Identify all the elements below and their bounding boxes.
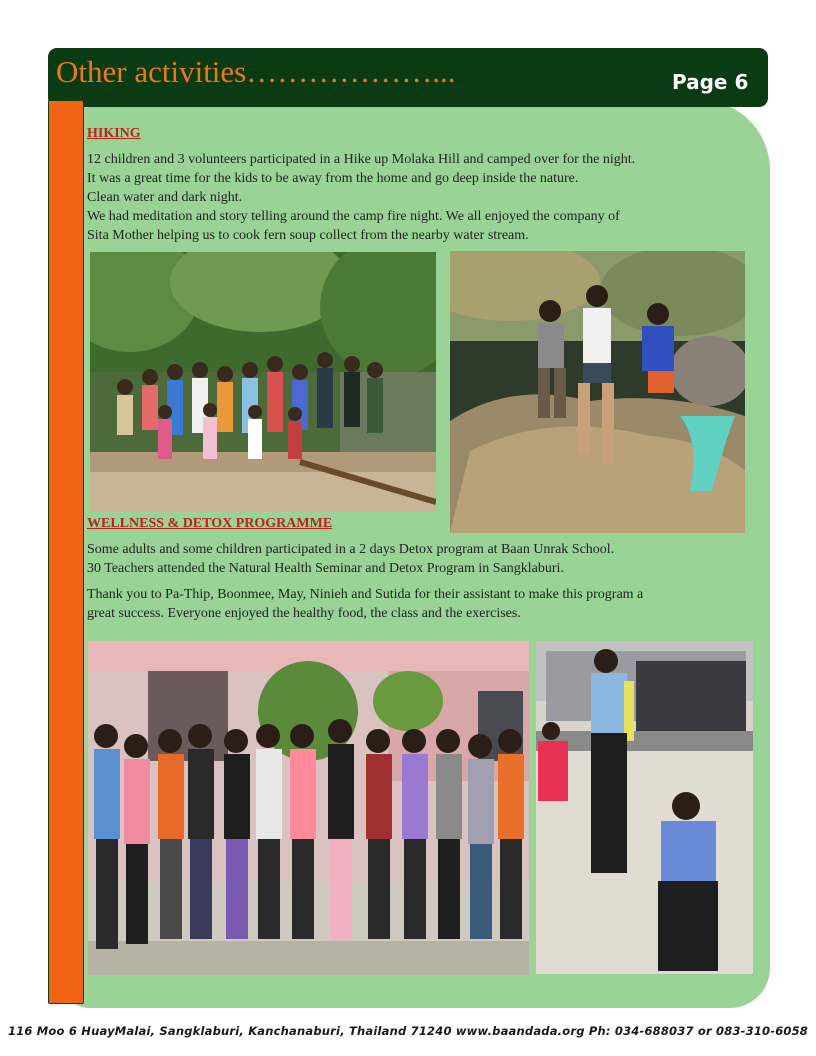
thanks-paragraph [87, 585, 767, 623]
hiking-rocks-photo [450, 251, 745, 533]
wellness-heading: WELLNESS & DETOX PROGRAMME [87, 516, 333, 531]
footer-contact: 116 Moo 6 HuayMalai, Sangklaburi, Kanchanaburi, Thailand 71240 www.baandada.org Ph: 034-688037 or 083-310-6058 [7, 1024, 808, 1038]
page-number: Page 6 [672, 70, 749, 94]
hiking-line: We had meditation and story telling around the camp fire night. We all enjoyed the company of [87, 209, 620, 224]
hiking-line: Clean water and dark night. [87, 190, 243, 205]
hiking-group-photo [90, 252, 436, 512]
detox-group-photo [88, 641, 529, 975]
wellness-line: Some adults and some children participated in a 2 days Detox program at Baan Unrak School. [87, 542, 615, 557]
hiking-line: 12 children and 3 volunteers participated in a Hike up Molaka Hill and camped over for the night. [87, 152, 636, 167]
wellness-line: 30 Teachers attended the Natural Health Seminar and Detox Program in Sangklaburi. [87, 561, 564, 576]
hiking-line: It was a great time for the kids to be away from the home and go deep inside the nature. [87, 171, 579, 186]
hiking-heading: HIKING [87, 126, 141, 141]
accent-bar [48, 100, 84, 1004]
thanks-line: great success. Everyone enjoyed the healthy food, the class and the exercises. [87, 606, 521, 621]
wellness-paragraph [87, 540, 767, 578]
hiking-paragraph [87, 150, 767, 245]
page-title: Other activities………………... [56, 54, 456, 89]
thanks-line: Thank you to Pa-Thip, Boonmee, May, Ninieh and Sutida for their assistant to make this program a [87, 587, 644, 602]
hiking-line: Sita Mother helping us to cook fern soup collect from the nearby water stream. [87, 228, 529, 243]
detox-women-photo [536, 641, 753, 974]
